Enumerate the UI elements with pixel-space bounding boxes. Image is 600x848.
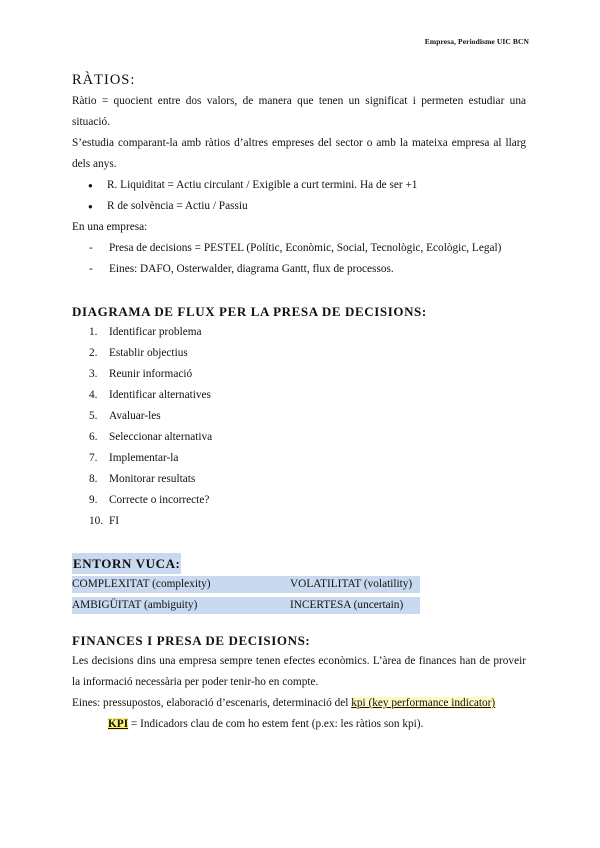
list-item: 9. Correcte o incorrecte? [89, 494, 210, 506]
list-item: ● R de solvència = Actiu / Passiu [90, 196, 526, 217]
list-item: 2. Establir objectius [89, 347, 188, 359]
list-item: 7. Implementar-la [89, 452, 179, 464]
list-item: 10. FI [89, 515, 120, 527]
list-item: 8. Monitorar resultats [89, 473, 196, 485]
table-cell: COMPLEXITAT (complexity) [72, 576, 290, 593]
kpi-term: kpi (key performance indicator) [351, 697, 496, 709]
list-item: 6. Seleccionar alternativa [89, 431, 213, 443]
flow-heading: DIAGRAMA DE FLUX PER LA PRESA DE DECISIONS: [72, 304, 427, 319]
table-row [72, 597, 420, 614]
table-row [72, 576, 420, 593]
table-cell: VOLATILITAT (volatility) [290, 576, 420, 593]
table-cell: INCERTESA (uncertain) [290, 597, 420, 614]
document-body [72, 70, 526, 735]
company-dash-list [72, 238, 526, 280]
vuca-heading: ENTORN VUCA: [72, 553, 526, 574]
table-cell: AMBIGÜITAT (ambiguity) [72, 597, 290, 614]
finances-heading: FINANCES I PRESA DE DECISIONS: [72, 633, 311, 648]
flow-step-list [72, 322, 526, 532]
ratio-definition: Ràtio = quocient entre dos valors, de manera que tenen un significat i permeten estudiar una situació. [72, 95, 526, 128]
company-intro: En una empresa: [72, 221, 148, 233]
kpi-tag: KPI [108, 718, 129, 730]
ratios-heading: RÀTIOS: [72, 72, 136, 88]
list-item: 1. Identificar problema [89, 326, 202, 338]
list-item: 3. Reunir informació [89, 368, 193, 380]
list-item: 5. Avaluar-les [89, 410, 161, 422]
list-item: 4. Identificar alternatives [89, 389, 211, 401]
vuca-table [72, 572, 420, 618]
page-header: Empresa, Periodisme UIC BCN [424, 37, 529, 46]
finances-tools: Eines: pressupostos, elaboració d’escenaris, determinació del kpi (key performance indicator) [72, 697, 496, 709]
kpi-definition: KPI = Indicadors clau de com ho estem fent (p.ex: les ràtios son kpi). [108, 718, 424, 730]
list-item: - Eines: DAFO, Osterwalder, diagrama Gantt, flux de processos. [89, 259, 526, 280]
list-item: - Presa de decisions = PESTEL (Polític, Econòmic, Social, Tecnològic, Ecològic, Legal) [89, 238, 526, 259]
ratio-comparison: S’estudia comparant-la amb ràtios d’altres empreses del sector o amb la mateixa empresa al llarg dels anys. [72, 137, 526, 170]
ratio-bullet-list [72, 175, 526, 217]
finances-paragraph: Les decisions dins una empresa sempre tenen efectes econòmics. L’àrea de finances han de proveir la informació necessària per poder tenir-ho en compte. [72, 655, 526, 688]
list-item: ● R. Liquiditat = Actiu circulant / Exigible a curt termini. Ha de ser +1 [90, 175, 526, 196]
